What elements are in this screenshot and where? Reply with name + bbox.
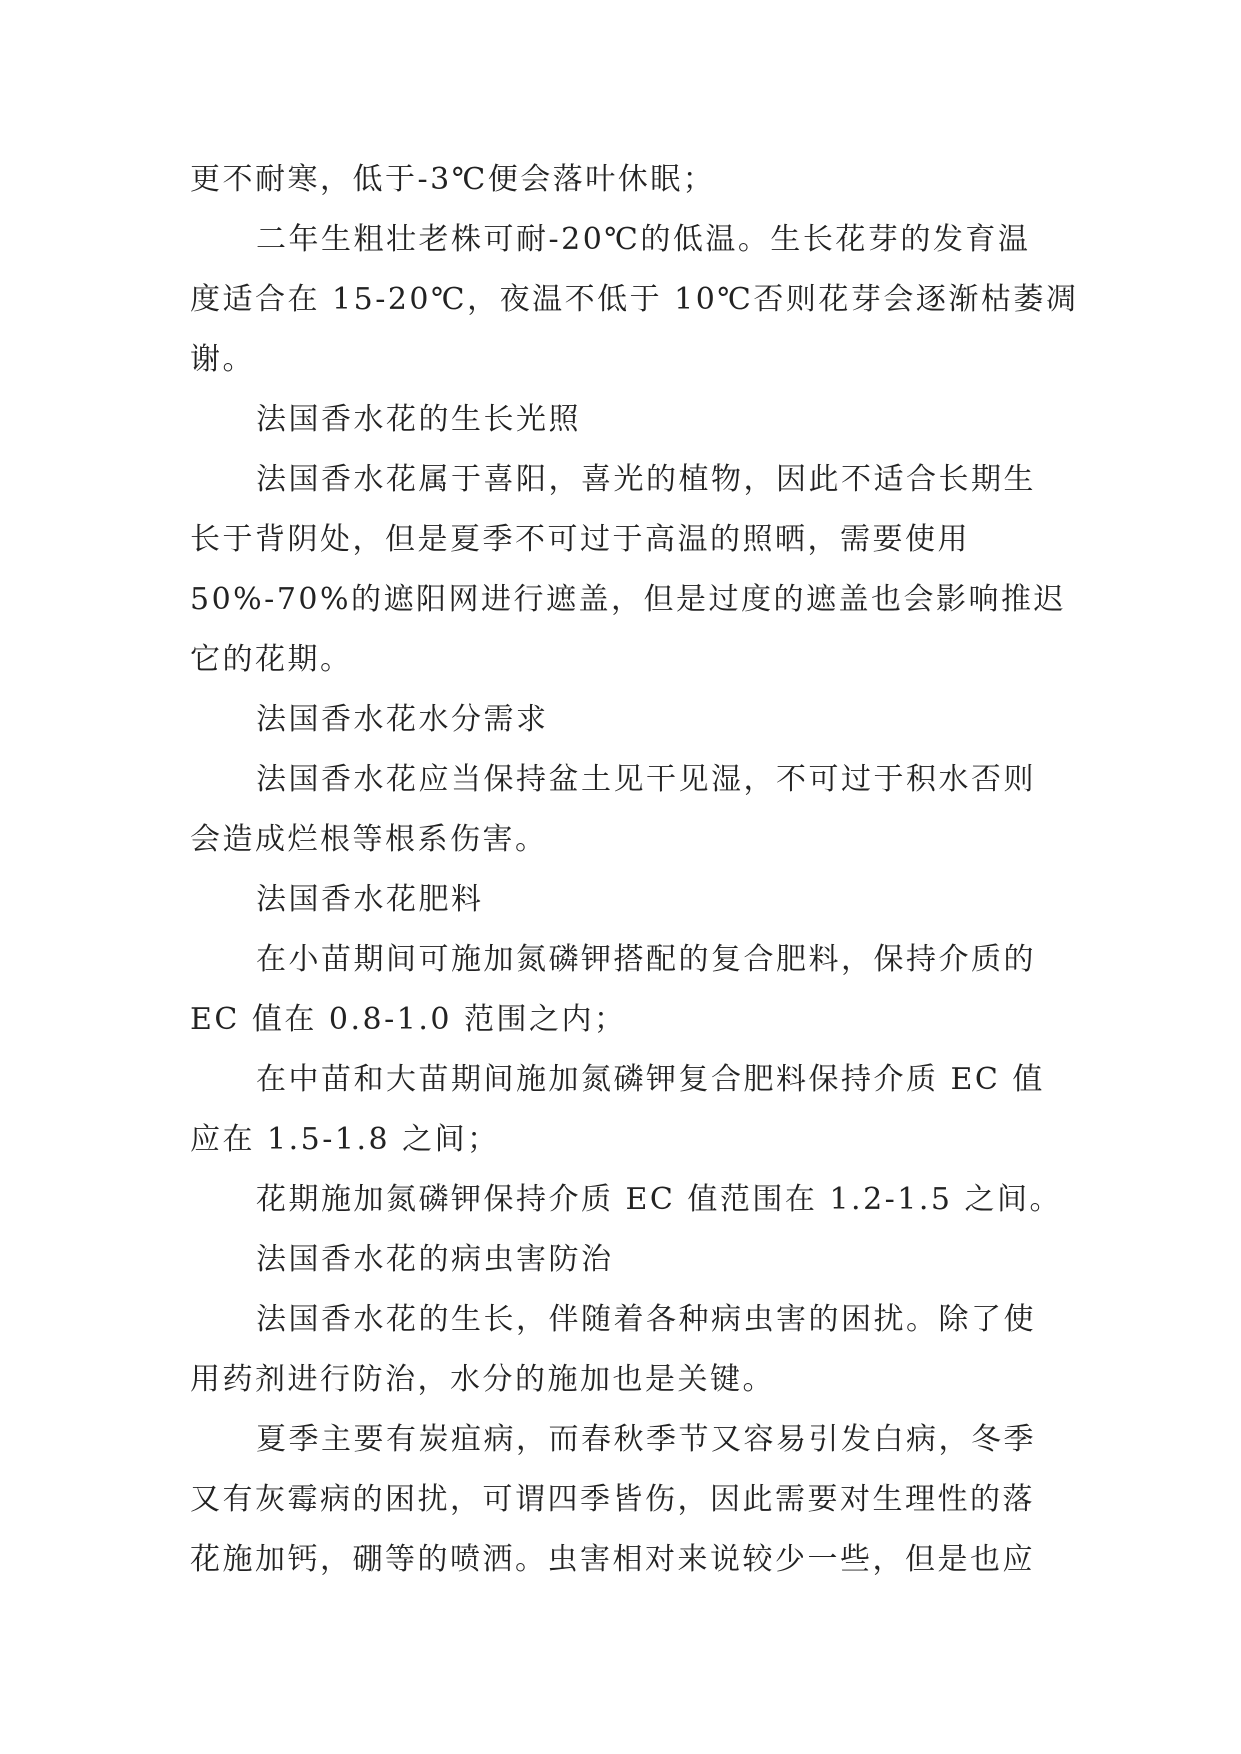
- paragraph-line: 它的花期。: [190, 642, 353, 677]
- section-heading-light: 法国香水花的生长光照: [256, 402, 581, 437]
- section-heading-water: 法国香水花水分需求: [256, 702, 549, 737]
- paragraph-line: 谢。: [190, 342, 255, 377]
- section-heading-pests: 法国香水花的病虫害防治: [256, 1242, 614, 1277]
- paragraph-line: 度适合在 15-20℃，夜温不低于 10℃否则花芽会逐渐枯萎凋: [190, 282, 1079, 317]
- paragraph-line: EC 值在 0.8-1.0 范围之内；: [190, 1002, 627, 1037]
- text-line-continuation: 更不耐寒，低于-3℃便会落叶休眠；: [190, 162, 716, 197]
- paragraph-line: 法国香水花的生长，伴随着各种病虫害的困扰。除了使: [256, 1302, 1036, 1337]
- paragraph-line: 二年生粗壮老株可耐-20℃的低温。生长花芽的发育温: [256, 222, 1031, 257]
- paragraph-line: 用药剂进行防治，水分的施加也是关键。: [190, 1362, 775, 1397]
- paragraph-line: 长于背阴处，但是夏季不可过于高温的照晒，需要使用: [190, 522, 970, 557]
- section-heading-fertilizer: 法国香水花肥料: [256, 882, 484, 917]
- paragraph-line: 法国香水花应当保持盆土见干见湿，不可过于积水否则: [256, 762, 1036, 797]
- paragraph-line: 应在 1.5-1.8 之间；: [190, 1122, 500, 1157]
- document-body: [190, 150, 1079, 1590]
- paragraph-line: 会造成烂根等根系伤害。: [190, 822, 548, 857]
- paragraph-line: 花施加钙，硼等的喷洒。虫害相对来说较少一些，但是也应: [190, 1542, 1035, 1577]
- paragraph-line: 在中苗和大苗期间施加氮磷钾复合肥料保持介质 EC 值: [256, 1062, 1045, 1097]
- paragraph-line: 50%-70%的遮阳网进行遮盖，但是过度的遮盖也会影响推迟: [190, 582, 1066, 617]
- paragraph-line: 在小苗期间可施加氮磷钾搭配的复合肥料，保持介质的: [256, 942, 1036, 977]
- paragraph-line: 又有灰霉病的困扰，可谓四季皆伤，因此需要对生理性的落: [190, 1482, 1035, 1517]
- paragraph-line: 法国香水花属于喜阳，喜光的植物，因此不适合长期生: [256, 462, 1036, 497]
- paragraph-line: 花期施加氮磷钾保持介质 EC 值范围在 1.2-1.5 之间。: [256, 1182, 1063, 1217]
- paragraph-line: 夏季主要有炭疽病，而春秋季节又容易引发白病，冬季: [256, 1422, 1036, 1457]
